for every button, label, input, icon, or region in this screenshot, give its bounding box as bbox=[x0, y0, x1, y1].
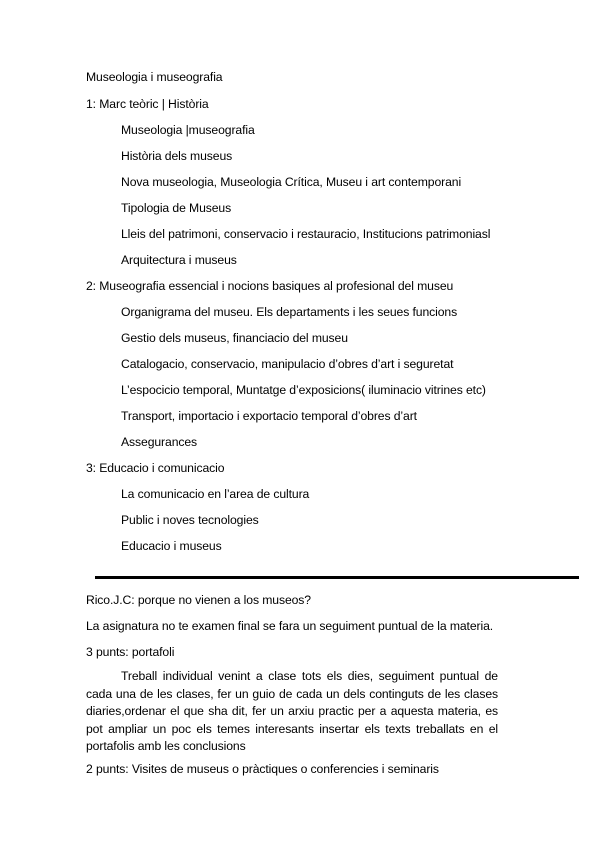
list-item: Arquitectura i museus bbox=[121, 253, 237, 267]
section-2-heading: 2: Museografia essencial i nocions basiques al profesional del museu bbox=[86, 279, 454, 293]
list-item: Organigrama del museu. Els departaments i les seues funcions bbox=[121, 305, 458, 319]
document-title: Museologia i museografia bbox=[86, 70, 223, 84]
list-item: Assegurances bbox=[121, 435, 198, 449]
list-item: L’espocicio temporal, Muntatge d’exposicions( iluminacio vitrines etc) bbox=[121, 383, 486, 397]
list-item: Gestio dels museus, financiacio del museu bbox=[121, 331, 348, 345]
list-item: La comunicacio en l’area de cultura bbox=[121, 487, 310, 501]
section-1-heading: 1: Marc teòric | Història bbox=[86, 97, 209, 111]
horizontal-divider bbox=[95, 576, 579, 579]
list-item: Museologia |museografia bbox=[121, 123, 255, 137]
reference-line: Rico.J.C: porque no vienen a los museos? bbox=[86, 593, 311, 607]
list-item: Public i noves tecnologies bbox=[121, 513, 259, 527]
list-item: Lleis del patrimoni, conservacio i restauracio, Institucions patrimoniasl bbox=[121, 227, 491, 241]
list-item: Història dels museus bbox=[121, 149, 233, 163]
portfolio-heading: 3 punts: portafoli bbox=[86, 645, 175, 659]
list-item: Educacio i museus bbox=[121, 539, 222, 553]
portfolio-paragraph: Treball individual venint a clase tots els dies, seguiment puntual de cada una de les clases, fer un guio de cada un dels continguts de les clases diaries,ordenar el que sha dit, fer un arxiu practic per a aquesta materia, es pot ampliar un poc els temes interesants insertar els texts treballats en el portafolis amb les conclusions bbox=[86, 669, 498, 753]
list-item: Transport, importacio i exportacio temporal d’obres d’art bbox=[121, 409, 417, 423]
assessment-note: La asignatura no te examen final se fara un seguiment puntual de la materia. bbox=[86, 619, 494, 633]
list-item: Catalogacio, conservacio, manipulacio d’obres d’art i seguretat bbox=[121, 357, 454, 371]
list-item: Tipologia de Museus bbox=[121, 201, 232, 215]
visits-heading: 2 punts: Visites de museus o pràctiques o conferencies i seminaris bbox=[86, 762, 439, 776]
list-item: Nova museologia, Museologia Crítica, Museu i art contemporani bbox=[121, 175, 462, 189]
section-3-heading: 3: Educacio i comunicacio bbox=[86, 461, 225, 475]
